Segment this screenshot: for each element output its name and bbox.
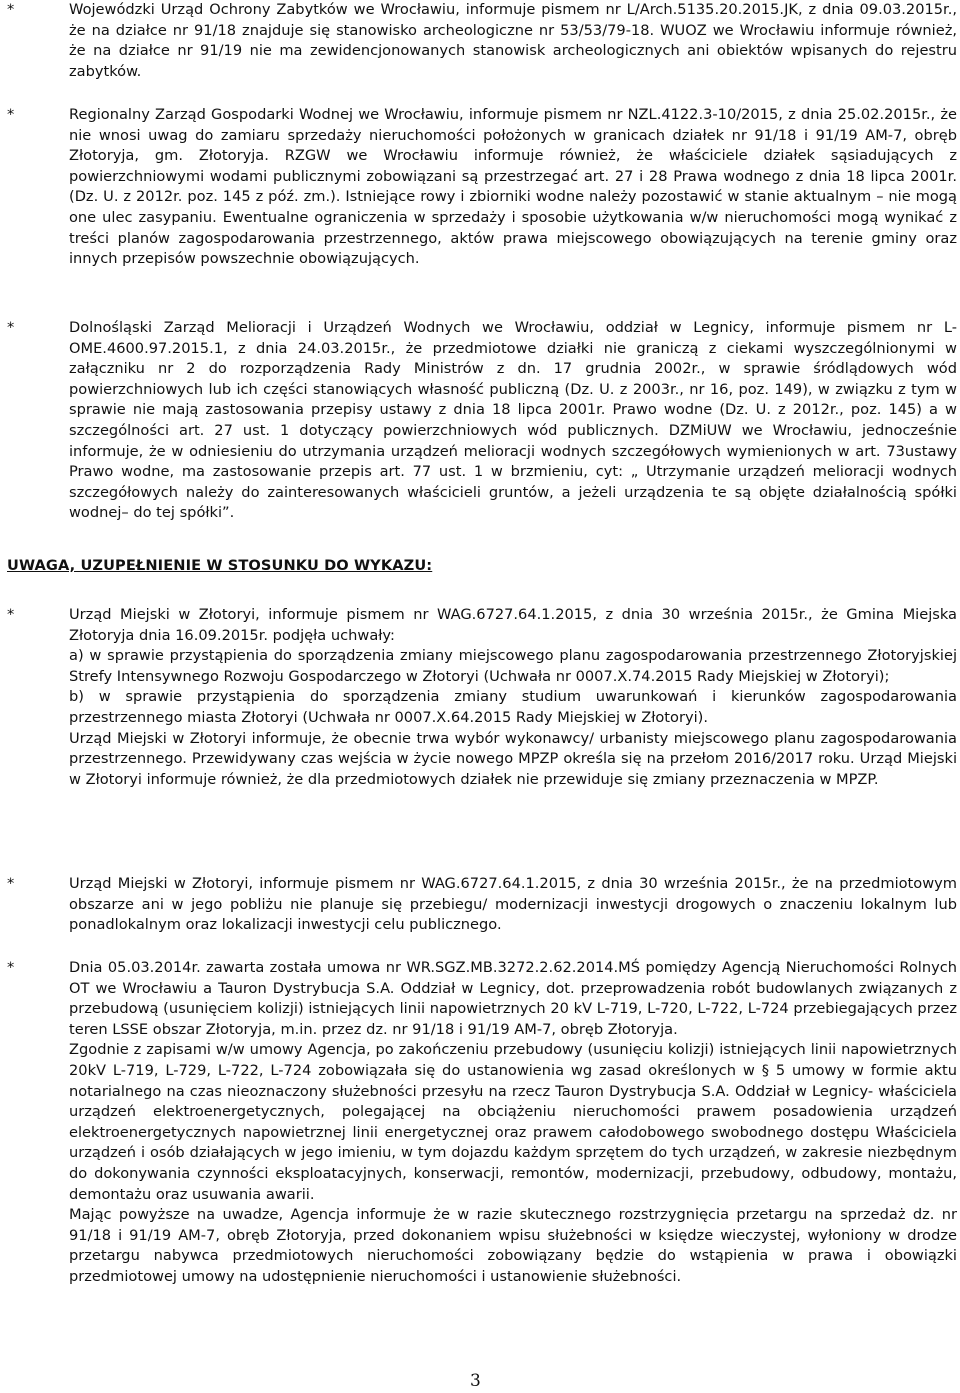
bullet-marker: *: [7, 875, 15, 892]
paragraph-block: [69, 0, 957, 82]
bullet-marker: *: [7, 959, 15, 976]
paragraph-block: [69, 958, 957, 1288]
paragraph: Urząd Miejski w Złotoryi, informuje pismem nr WAG.6727.64.1.2015, z dnia 30 września 2015r., że Gmina Miejska Złotoryja dnia 16.09.2015r. podjęła uchwały:: [69, 606, 957, 644]
paragraph: Urząd Miejski w Złotoryi, informuje pismem nr WAG.6727.64.1.2015, z dnia 30 września 2015r., że na przedmiotowym obszarze ani w jego pobliżu nie planuje się przebiegu/ modernizacji inwestycji drogowych o znaczeniu lokalnym lub ponadlokalnym oraz lokalizacji inwestycji celu publicznego.: [69, 875, 957, 934]
paragraph-block: [69, 605, 957, 790]
bullet-marker: *: [7, 319, 15, 336]
list-item: [0, 0, 960, 82]
paragraph: a) w sprawie przystąpienia do sporządzenia zmiany miejscowego planu zagospodarowania przestrzennego Złotoryjskiej Strefy Intensywnego Rozwoju Gospodarczego w Złotoryi (Uchwała nr 0007.X.74.2015 Rady Miejskiej w Złotoryi);: [69, 647, 957, 685]
list-item: [0, 874, 960, 936]
bullet-marker: *: [7, 106, 15, 123]
section-heading: UWAGA, UZUPEŁNIENIE W STOSUNKU DO WYKAZU:: [7, 557, 433, 574]
paragraph: b) w sprawie przystąpienia do sporządzenia zmiany studium uwarunkowań i kierunków zagospodarowania przestrzennego miasta Złotoryi (Uchwała nr 0007.X.64.2015 Rady Miejskiej w Złotoryi).: [69, 688, 957, 726]
list-item: [0, 958, 960, 1288]
paragraph: Zgodnie z zapisami w/w umowy Agencja, po zakończeniu przebudowy (usunięciu kolizji) istniejących linii napowietrznych 20kV L-719, L-729, L-722, L-724 zobowiązała się do ustanowienia wg zasad określonych w § 5 umowy w formie aktu notarialnego na czas nieoznaczony służebności przesyłu na rzecz Tauron Dystrybucja S.A. Oddział w Legnicy- właściciela urządzeń elektroenergetycznych, polegającej na obciążeniu nieruchomości prawem posadowienia urządzeń elektroenergetycznych napowietrznej linii energetycznej oraz prawem całodobowego swobodnego dostępu Właściciela urządzeń i osób działających w jego imieniu, w tym dojazdu każdym sprzętem do tych urządzeń, w zakresie niezbędnym do dokonywania czynności eksploatacyjnych, konserwacji, remontów, modernizacji, przebudowy, odbudowy, montażu, demontażu oraz usuwania awarii.: [69, 1041, 957, 1203]
list-item: [0, 605, 960, 790]
bullet-marker: *: [7, 606, 15, 623]
list-item: [0, 318, 960, 524]
paragraph: Wojewódzki Urząd Ochrony Zabytków we Wrocławiu, informuje pismem nr L/Arch.5135.20.2015.JK, z dnia 09.03.2015r., że na działce nr 91/18 znajduje się stanowisko archeologiczne nr 53/53/79-18. WUOZ we Wrocławiu informuje również, że na działce nr 91/19 nie ma zewidencjonowanych stanowisk archeologicznych ani obiektów wpisanych do rejestru zabytków.: [69, 1, 957, 80]
list-item: [0, 105, 960, 270]
paragraph: Mając powyższe na uwadze, Agencja informuje że w razie skutecznego rozstrzygnięcia przetargu na sprzedaż dz. nr 91/18 i 91/19 AM-7, obręb Złotoryja, przed dokonaniem wpisu służebności w księdze wieczystej, wyłoniony w drodze przetargu nabywca przedmiotowych nieruchomości zobowiązany będzie do wstąpienia w prawa i obowiązki przedmiotowej umowy na udostępnienie nieruchomości i ustanowienie służebności.: [69, 1206, 957, 1285]
paragraph-block: [69, 318, 957, 524]
paragraph: Urząd Miejski w Złotoryi informuje, że obecnie trwa wybór wykonawcy/ urbanisty miejscowego planu zagospodarowania przestrzennego. Przewidywany czas wejścia w życie nowego MPZP określa się na przełom 2016/2017 roku. Urząd Miejski w Złotoryi informuje również, że dla przedmiotowych działek nie przewiduje się zmiany przeznaczenia w MPZP.: [69, 729, 957, 788]
paragraph-block: [69, 874, 957, 936]
bullet-marker: *: [7, 1, 15, 18]
paragraph: Dnia 05.03.2014r. zawarta została umowa nr WR.SGZ.MB.3272.2.62.2014.MŚ pomiędzy Agencją Nieruchomości Rolnych OT we Wrocławiu a Tauron Dystrybucja S.A. Oddział w Legnicy, dot. przeprowadzenia robót budowlanych związanych z przebudową (usunięciem kolizji) istniejących linii napowietrznych 20 kV L-719, L-720, L-722, L-724 przebiegających przez teren LSSE obszar Złotoryja, m.in. przez dz. nr 91/18 i 91/19 AM-7, obręb Złotoryja.: [69, 959, 957, 1038]
paragraph: Regionalny Zarząd Gospodarki Wodnej we Wrocławiu, informuje pismem nr NZL.4122.3-10/2015, z dnia 25.02.2015r., że nie wnosi uwag do zamiaru sprzedaży nieruchomości położonych w granicach działek nr 91/18 i 91/19 AM-7, obręb Złotoryja, gm. Złotoryja. RZGW we Wrocławiu informuje również, że właściciele działek sąsiadujących z powierzchniowymi wodami publicznymi zobowiązani są przestrzegać art. 27 i 28 Prawa wodnego z dnia 18 lipca 2001r. (Dz. U. z 2012r. poz. 145 z póź. zm.). Istniejące rowy i zbiorniki wodne należy pozostawić w stanie aktualnym – nie mogą one ulec zasypaniu. Ewentualne ograniczenia w sprzedaży i sposobie użytkowania w/w nieruchomości mogą wynikać z treści planów zagospodarowania przestrzennego, aktów prawa miejscowego obowiązujących na terenie gminy oraz innych przepisów powszechnie obowiązujących.: [69, 106, 957, 268]
paragraph: Dolnośląski Zarząd Melioracji i Urządzeń Wodnych we Wrocławiu, oddział w Legnicy, informuje pismem nr L-OME.4600.97.2015.1, z dnia 24.03.2015r., że przedmiotowe działki nie graniczą z ciekami wyszczególnionymi w załączniku nr 2 do rozporządzenia Rady Ministrów z dn. 17 grudnia 2002r., w sprawie śródlądowych wód powierzchniowych lub ich części stanowiących własność publiczną (Dz. U. z 2003r., nr 16, poz. 149), w związku z tym w sprawie nie mają zastosowania przepisy ustawy z dnia 18 lipca 2001r. Prawo wodne (Dz. U. z 2012r., poz. 145) a w szczególności art. 27 ust. 1 dotyczący powierzchniowych wód publicznych. DZMiUW we Wrocławiu, jednocześnie informuje, że w odniesieniu do utrzymania urządzeń melioracji wodnych szczegółowych wymienionych w art. 73ustawy Prawo wodne, ma zastosowanie przepis art. 77 ust. 1 w brzmieniu, cyt: „ Utrzymanie urządzeń melioracji wodnych szczegółowych należy do zainteresowanych właścicieli gruntów, a jeżeli urządzenia te są objęte działalnością spółki wodnej– do tej spółki”.: [69, 319, 957, 522]
paragraph-block: [69, 105, 957, 270]
page-number: 3: [470, 1371, 481, 1391]
